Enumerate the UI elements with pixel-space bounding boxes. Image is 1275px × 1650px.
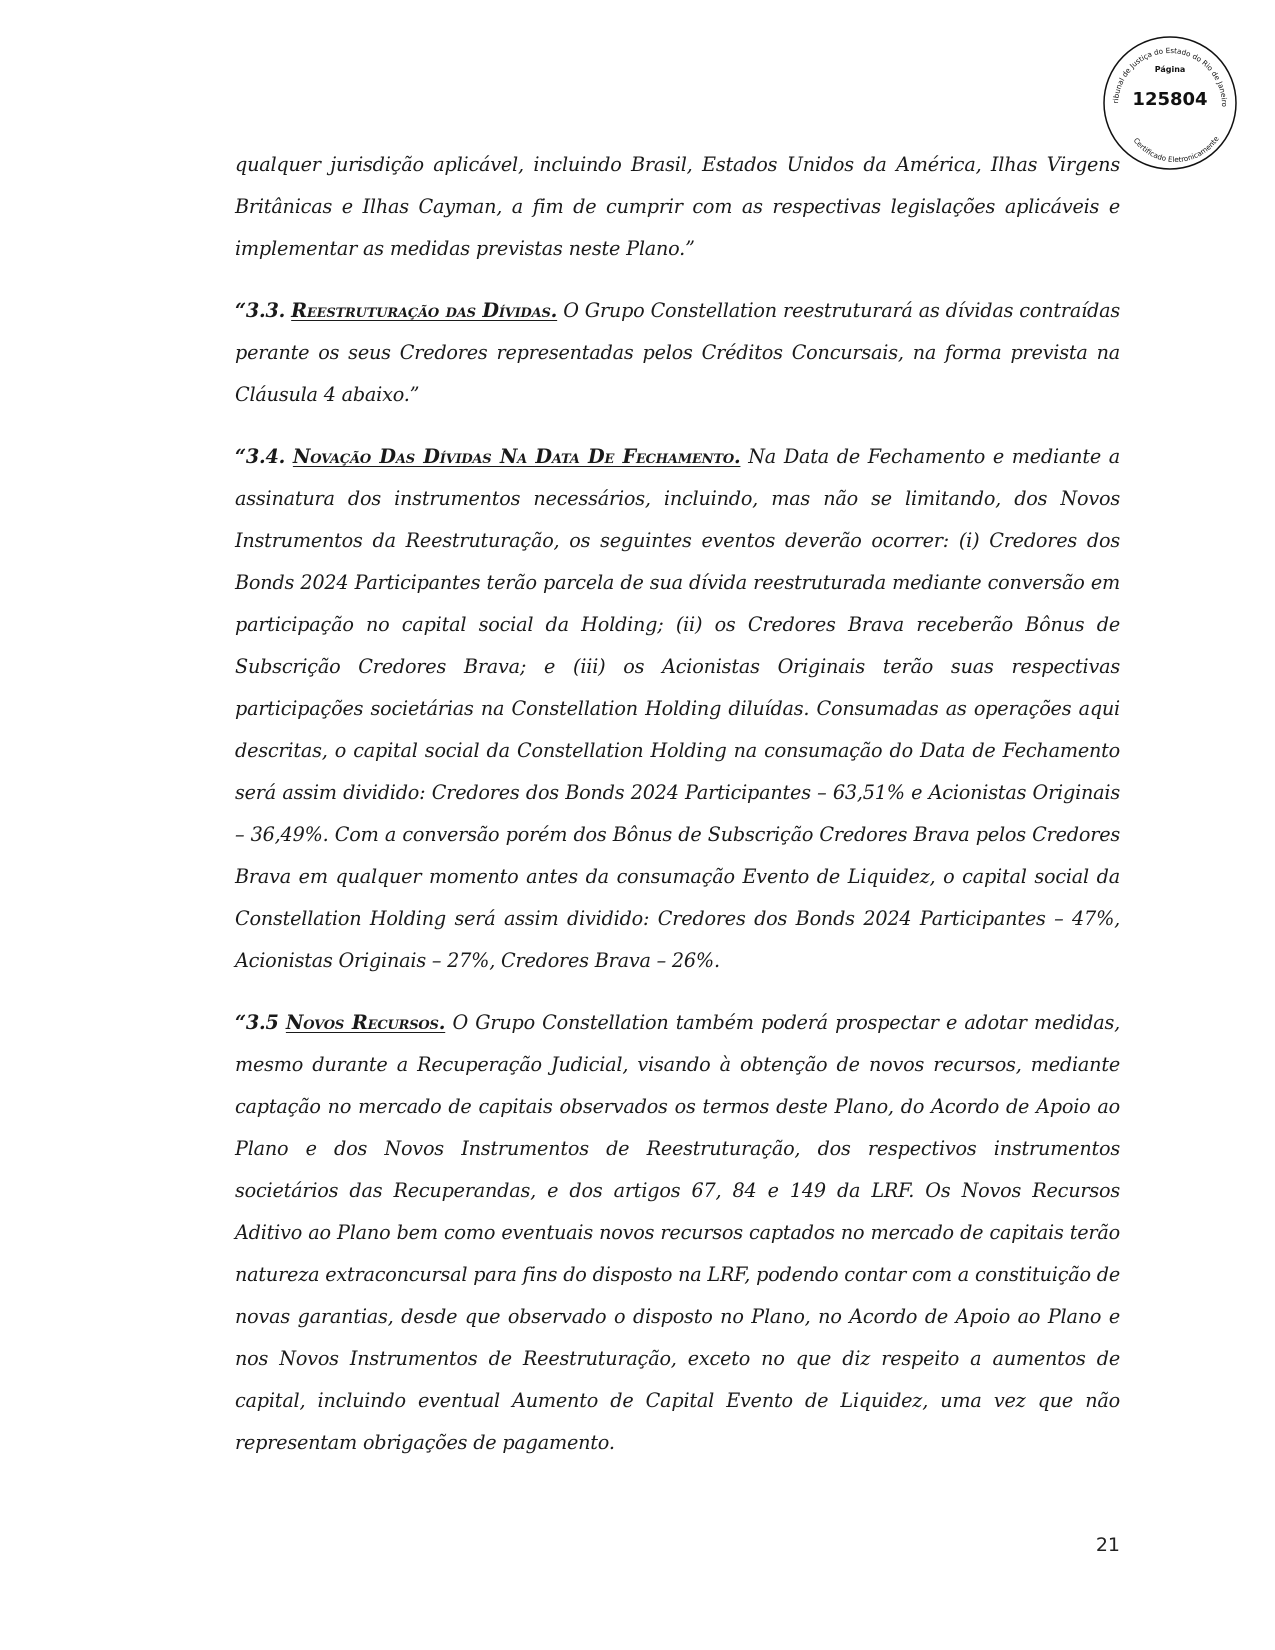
seal-arc-bottom-text: Certificado Eletronicamente [1131,134,1221,165]
paragraph-3-4 [235,436,1120,982]
paragraph-body: Na Data de Fechamento e mediante a assinatura dos instrumentos necessários, incluindo, mas não se limitando, dos Novos Instrumentos da Reestruturação, os seguintes eventos deverão ocorrer: (i) Credores dos Bonds 2024 Participantes terão parcela de sua dívida reestruturada mediante conversão em participação no capital social da Holding; (ii) os Credores Brava receberão Bônus de Subscrição Credores Brava; e (iii) os Acionistas Originais terão suas respectivas participações societárias na Constellation Holding diluídas. Consumadas as operações aqui descritas, o capital social da Constellation Holding na consumação do Data de Fechamento será assim dividido: Credores dos Bonds 2024 Participantes – 63,51% e Acionistas Originais – 36,49%. Com a conversão porém dos Bônus de Subscrição Credores Brava pelos Credores Brava em qualquer momento antes da consumação Evento de Liquidez, o capital social da Constellation Holding será assim dividido: Credores dos Bonds 2024 Participantes – 47%, Acionistas Originais – 27%, Credores Brava – 26%. [235,445,1121,972]
seal-page-number: 125804 [1132,89,1208,110]
clause-number: “3.5 [235,1011,279,1034]
paragraph-3-5 [235,1002,1120,1464]
document-body [235,144,1120,1484]
paragraph-continuation [235,144,1120,270]
seal-label: Página [1154,65,1186,74]
clause-heading: Reestruturação das Dívidas. [291,299,558,322]
paragraph-3-3 [235,290,1120,416]
clause-heading: Novação Das Dívidas Na Data De Fechamento. [292,445,741,468]
clause-number: “3.3. [235,299,286,322]
page-number: 21 [1095,1534,1120,1556]
svg-text:Certificado Eletronicamente [1132,134,1221,164]
paragraph-body: qualquer jurisdição aplicável, incluindo Brasil, Estados Unidos da América, Ilhas Virgens Britânicas e Ilhas Cayman, a fim de cumprir com as respectivas legislações aplicáveis e implementar as medidas previstas neste Plano.” [235,153,1120,260]
seal-arc-top-text: ribunal de Justiça do Estado do Rio de Janeiro [1111,45,1230,107]
clause-number: “3.4. [235,445,286,468]
court-seal-stamp [1100,33,1240,173]
paragraph-body: O Grupo Constellation também poderá prospectar e adotar medidas, mesmo durante a Recuperação Judicial, visando à obtenção de novos recursos, mediante captação no mercado de capitais observados os termos deste Plano, do Acordo de Apoio ao Plano e dos Novos Instrumentos de Reestruturação, dos respectivos instrumentos societários das Recuperandas, e dos artigos 67, 84 e 149 da LRF. Os Novos Recursos Aditivo ao Plano bem como eventuais novos recursos captados no mercado de capitais terão natureza extraconcursal para fins do disposto na LRF, podendo contar com a constituição de novas garantias, desde que observado o disposto no Plano, no Acordo de Apoio ao Plano e nos Novos Instrumentos de Reestruturação, exceto no que diz respeito a aumentos de capital, incluindo eventual Aumento de Capital Evento de Liquidez, uma vez que não representam obrigações de pagamento. [235,1011,1121,1454]
paragraph-body: O Grupo Constellation reestruturará as dívidas contraídas perante os seus Credores representadas pelos Créditos Concursais, na forma prevista na Cláusula 4 abaixo.” [235,299,1120,406]
clause-heading: Novos Recursos. [285,1011,446,1034]
